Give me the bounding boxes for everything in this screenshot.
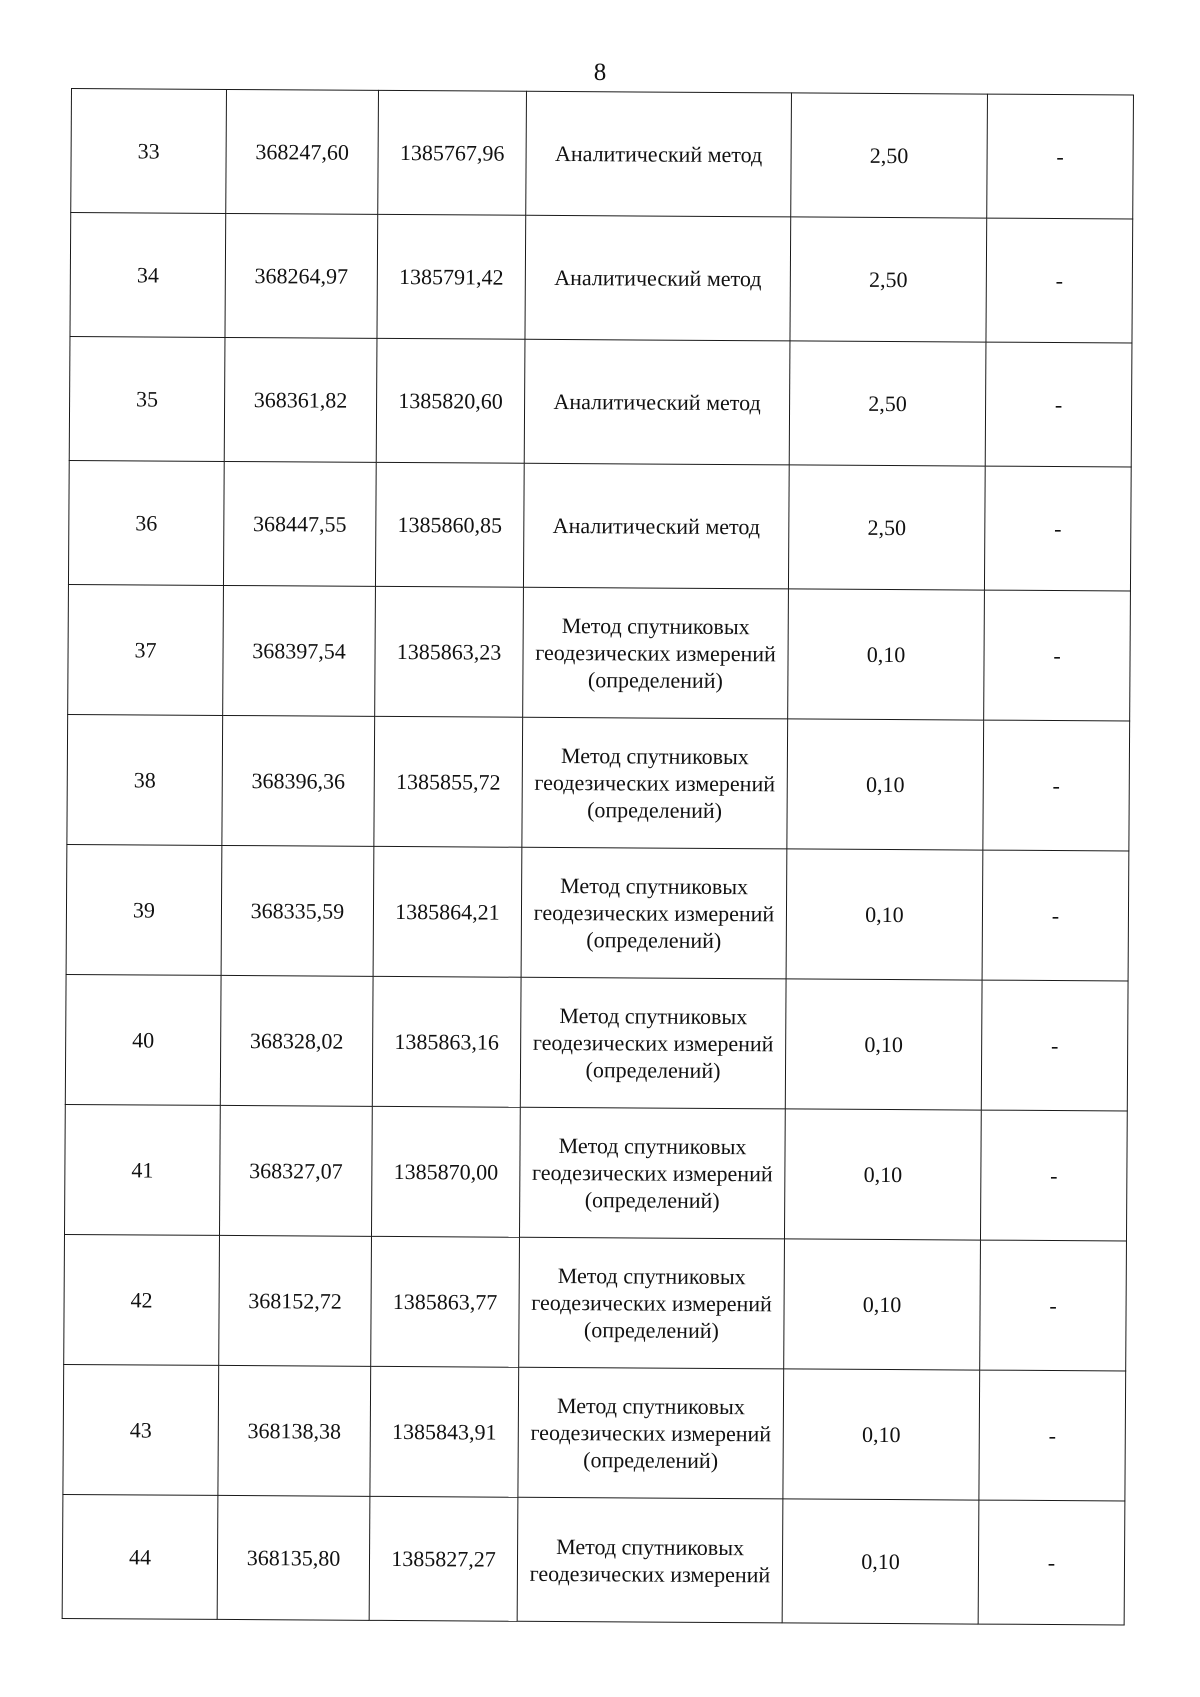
point-number-cell: 36 xyxy=(68,460,224,585)
y-coordinate-cell: 1385863,16 xyxy=(372,976,521,1107)
accuracy-cell: 2,50 xyxy=(788,465,985,590)
page-number: 8 xyxy=(593,59,607,86)
description-cell: - xyxy=(979,1370,1126,1501)
table-row xyxy=(64,1104,1127,1240)
table-row xyxy=(64,1234,1127,1370)
point-number-cell: 41 xyxy=(64,1104,220,1235)
y-coordinate-cell: 1385864,21 xyxy=(373,846,522,977)
method-cell: Метод спутниковых геодезических измерений (определений) xyxy=(523,587,789,719)
y-coordinate-cell: 1385860,85 xyxy=(375,462,524,587)
point-number-cell: 34 xyxy=(70,213,226,338)
table-row xyxy=(67,714,1130,850)
method-cell: Метод спутниковых геодезических измерений (определений) xyxy=(519,1107,785,1239)
x-coordinate-cell: 368264,97 xyxy=(225,213,378,338)
table-row xyxy=(62,1494,1125,1624)
x-coordinate-cell: 368335,59 xyxy=(221,845,374,976)
point-number-cell: 35 xyxy=(69,336,225,461)
x-coordinate-cell: 368396,36 xyxy=(222,715,375,846)
x-coordinate-cell: 368328,02 xyxy=(220,975,373,1106)
x-coordinate-cell: 368247,60 xyxy=(226,89,379,214)
y-coordinate-cell: 1385855,72 xyxy=(374,716,523,847)
method-cell: Метод спутниковых геодезических измерений xyxy=(517,1497,783,1623)
method-cell: Аналитический метод xyxy=(524,339,790,465)
description-cell: - xyxy=(985,342,1132,467)
coordinates-table xyxy=(62,88,1134,1625)
point-number-cell: 44 xyxy=(62,1494,218,1619)
x-coordinate-cell: 368397,54 xyxy=(223,585,376,716)
description-cell: - xyxy=(980,1110,1127,1241)
accuracy-cell: 2,50 xyxy=(791,93,988,218)
method-cell: Аналитический метод xyxy=(526,91,792,217)
table-row xyxy=(66,844,1129,980)
method-cell: Метод спутниковых геодезических измерений (определений) xyxy=(519,1237,785,1369)
x-coordinate-cell: 368135,80 xyxy=(217,1495,370,1620)
method-cell: Метод спутниковых геодезических измерений (определений) xyxy=(520,977,786,1109)
description-cell: - xyxy=(983,720,1130,851)
accuracy-cell: 0,10 xyxy=(784,1239,981,1370)
x-coordinate-cell: 368152,72 xyxy=(219,1235,372,1366)
method-cell: Метод спутниковых геодезических измерений (определений) xyxy=(521,847,787,979)
point-number-cell: 40 xyxy=(65,974,221,1105)
method-cell: Метод спутниковых геодезических измерений (определений) xyxy=(522,717,788,849)
table-row xyxy=(71,89,1134,219)
y-coordinate-cell: 1385767,96 xyxy=(378,90,527,215)
y-coordinate-cell: 1385827,27 xyxy=(369,1496,518,1621)
accuracy-cell: 0,10 xyxy=(783,1369,980,1500)
method-cell: Метод спутниковых геодезических измерений (определений) xyxy=(518,1367,784,1499)
accuracy-cell: 0,10 xyxy=(782,1499,979,1624)
description-cell: - xyxy=(978,1500,1125,1625)
table-row xyxy=(68,460,1131,590)
table-row xyxy=(68,584,1131,720)
table-row xyxy=(70,213,1133,343)
table-row xyxy=(63,1364,1126,1500)
description-cell: - xyxy=(980,1240,1127,1371)
point-number-cell: 42 xyxy=(64,1234,220,1365)
description-cell: - xyxy=(984,466,1131,591)
y-coordinate-cell: 1385870,00 xyxy=(371,1106,520,1237)
accuracy-cell: 0,10 xyxy=(784,1109,981,1240)
accuracy-cell: 2,50 xyxy=(789,341,986,466)
y-coordinate-cell: 1385791,42 xyxy=(377,214,526,339)
accuracy-cell: 0,10 xyxy=(787,719,984,850)
method-cell: Аналитический метод xyxy=(525,215,791,341)
x-coordinate-cell: 368361,82 xyxy=(224,337,377,462)
description-cell: - xyxy=(981,980,1128,1111)
point-number-cell: 38 xyxy=(67,714,223,845)
y-coordinate-cell: 1385843,91 xyxy=(370,1366,519,1497)
point-number-cell: 39 xyxy=(66,844,222,975)
table-row xyxy=(65,974,1128,1110)
accuracy-cell: 2,50 xyxy=(790,217,987,342)
accuracy-cell: 0,10 xyxy=(786,849,983,980)
point-number-cell: 33 xyxy=(71,89,227,214)
description-cell: - xyxy=(986,218,1133,343)
x-coordinate-cell: 368447,55 xyxy=(223,461,376,586)
accuracy-cell: 0,10 xyxy=(785,979,982,1110)
x-coordinate-cell: 368138,38 xyxy=(218,1365,371,1496)
table-row xyxy=(69,336,1132,466)
description-cell: - xyxy=(984,590,1131,721)
y-coordinate-cell: 1385820,60 xyxy=(376,338,525,463)
accuracy-cell: 0,10 xyxy=(788,589,985,720)
y-coordinate-cell: 1385863,77 xyxy=(371,1236,520,1367)
description-cell: - xyxy=(987,94,1134,219)
point-number-cell: 43 xyxy=(63,1364,219,1495)
y-coordinate-cell: 1385863,23 xyxy=(375,586,524,717)
method-cell: Аналитический метод xyxy=(523,463,789,589)
point-number-cell: 37 xyxy=(68,584,224,715)
description-cell: - xyxy=(982,850,1129,981)
x-coordinate-cell: 368327,07 xyxy=(219,1105,372,1236)
